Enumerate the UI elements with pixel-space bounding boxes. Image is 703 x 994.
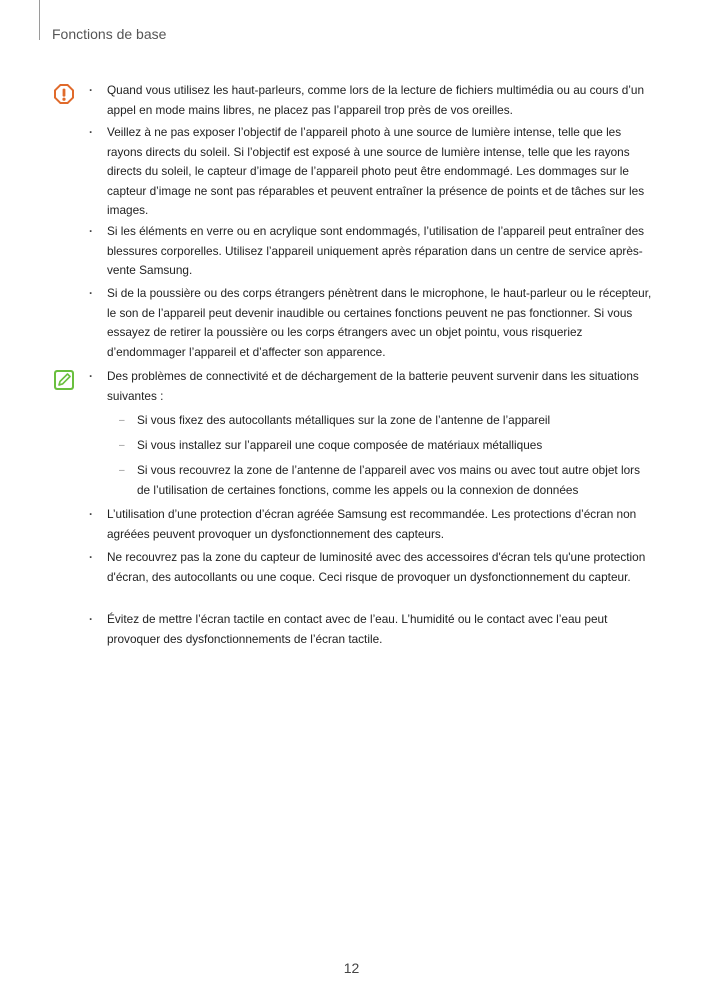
caution-item: · Veillez à ne pas exposer l’objectif de l’appareil photo à une source de lumière intense, telle que les rayons directs du soleil. Si l’objectif est exposé à une source de lumière intense, telle que les rayons directs du soleil, le capteur d’image de l’appareil photo peut être endommagé. Les dommages sur le capteur d’image ne sont pas réparables et peuvent entraîner la présence de points et de tâches sur les images. [107, 123, 652, 221]
note-subitem: – Si vous installez sur l’appareil une coque composée de matériaux métalliques [137, 436, 652, 456]
note-subitem: – Si vous fixez des autocollants métalliques sur la zone de l’antenne de l’appareil [137, 411, 652, 431]
header-divider [39, 0, 40, 40]
note-item: · Ne recouvrez pas la zone du capteur de luminosité avec des accessoires d'écran tels qu'une protection d'écran, des autocollants ou une coque. Ceci risque de provoquer un dysfonctionnement du capteur. [107, 548, 652, 587]
section-title: Fonctions de base [52, 26, 167, 42]
note-item: · Évitez de mettre l’écran tactile en contact avec de l’eau. L’humidité ou le contact avec l’eau peut provoquer des dysfonctionnements de l’écran tactile. [107, 610, 652, 649]
caution-item: · Si les éléments en verre ou en acrylique sont endommagés, l’utilisation de l’appareil peut entraîner des blessures corporelles. Utilisez l’appareil uniquement après réparation dans un centre de service après-vente Samsung. [107, 222, 652, 281]
note-icon [53, 369, 75, 391]
note-item: · Des problèmes de connectivité et de déchargement de la batterie peuvent survenir dans les situations suivantes : [107, 367, 652, 406]
caution-item: · Si de la poussière ou des corps étrangers pénètrent dans le microphone, le haut-parleur ou le récepteur, le son de l’appareil peut devenir inaudible ou certaines fonctions peuvent ne pas fonctionner. Si vous essayez de retirer la poussière ou les corps étrangers avec un objet pointu, vous risqueriez d’endommager l’appareil et d’affecter son apparence. [107, 284, 652, 362]
caution-icon [53, 83, 75, 105]
caution-item: · Quand vous utilisez les haut-parleurs, comme lors de la lecture de fichiers multimédia ou au cours d’un appel en mode mains libres, ne placez pas l’appareil trop près de vos oreilles. [107, 81, 652, 120]
note-item: · L’utilisation d’une protection d’écran agréée Samsung est recommandée. Les protections d’écran non agréées peuvent provoquer un dysfonctionnement des capteurs. [107, 505, 652, 544]
note-subitem: – Si vous recouvrez la zone de l’antenne de l’appareil avec vos mains ou avec tout autre objet lors de l’utilisation de certaines fonctions, comme les appels ou la connexion de données [137, 461, 652, 500]
page-number: 12 [343, 960, 360, 976]
